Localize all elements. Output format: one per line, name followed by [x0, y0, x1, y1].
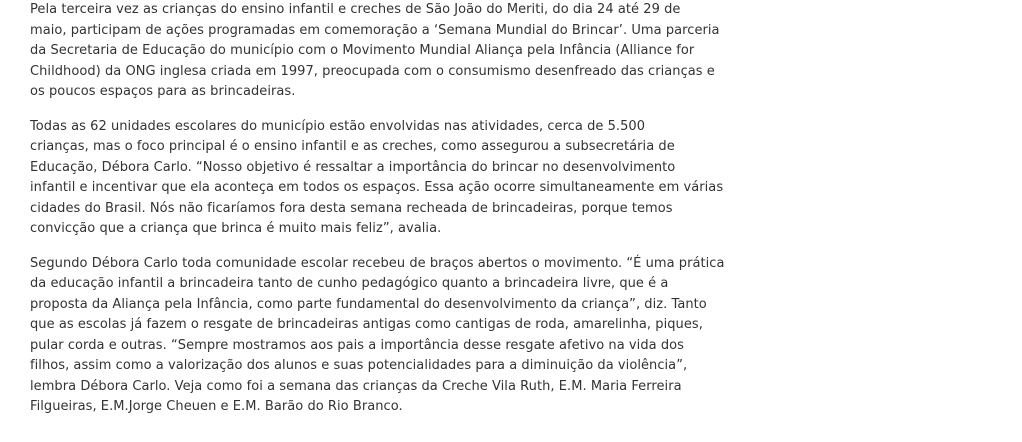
text-line: convicção que a criança que brinca é muito mais feliz”, avalia. [30, 221, 442, 236]
text-line: os poucos espaços para as brincadeiras. [30, 84, 296, 99]
text-line: da educação infantil a brincadeira tanto de cunho pedagógico quanto a brincadeira livre, que é a [30, 276, 669, 291]
text-line: filhos, assim como a valorização dos alunos e suas potencialidades para a diminuição da violência”, [30, 358, 688, 373]
text-line: pular corda e outras. “Sempre mostramos aos pais a importância desse resgate afetivo na vida dos [30, 337, 684, 353]
text-line: proposta da Aliança pela Infância, como parte fundamental do desenvolvimento da criança”, diz. Tanto [30, 296, 707, 312]
text-line: que as escolas já fazem o resgate de brincadeiras antigas como cantigas de roda, amarelinha, piques, [30, 317, 703, 332]
text-line: lembra Débora Carlo. Veja como foi a semana das crianças da Creche Vila Ruth, E.M. Maria Ferreira [30, 378, 682, 394]
text-line: Filgueiras, E.M.Jorge Cheuen e E.M. Barão do Rio Branco. [30, 399, 403, 414]
text-line: infantil e incentivar que ela aconteça em todos os espaços. Essa ação ocorre simultaneamente em várias [30, 180, 724, 195]
text-line: Childhood) da ONG inglesa criada em 1997, preocupada com o consumismo desenfreado das crianças e [30, 63, 715, 79]
text-line: Todas as 62 unidades escolares do município estão envolvidas nas atividades, cerca de 5.500 [30, 118, 646, 134]
paragraph-1 [30, 0, 730, 103]
text-line: Segundo Débora Carlo toda comunidade escolar recebeu de braços abertos o movimento. “É uma prática [30, 255, 725, 271]
text-line: Pela terceira vez as crianças do ensino infantil e creches de São João do Meriti, do dia 24 até 29 de [30, 2, 681, 17]
article-body [30, 0, 730, 432]
text-line: Educação, Débora Carlo. “Nosso objetivo é ressaltar a importância do brincar no desenvolvimento [30, 159, 676, 175]
text-line: da Secretaria de Educação do município com o Movimento Mundial Aliança pela Infância (Alliance for [30, 43, 695, 58]
paragraph-2 [30, 117, 730, 240]
text-line: maio, participam de ações programadas em comemoração a ‘Semana Mundial do Brincar’. Uma parceria [30, 22, 720, 38]
text-line: cidades do Brasil. Nós não ficaríamos fora desta semana recheada de brincadeiras, porque temos [30, 200, 673, 216]
paragraph-3 [30, 254, 730, 418]
text-line: crianças, mas o foco principal é o ensino infantil e as creches, como assegurou a subsecretária de [30, 139, 675, 154]
